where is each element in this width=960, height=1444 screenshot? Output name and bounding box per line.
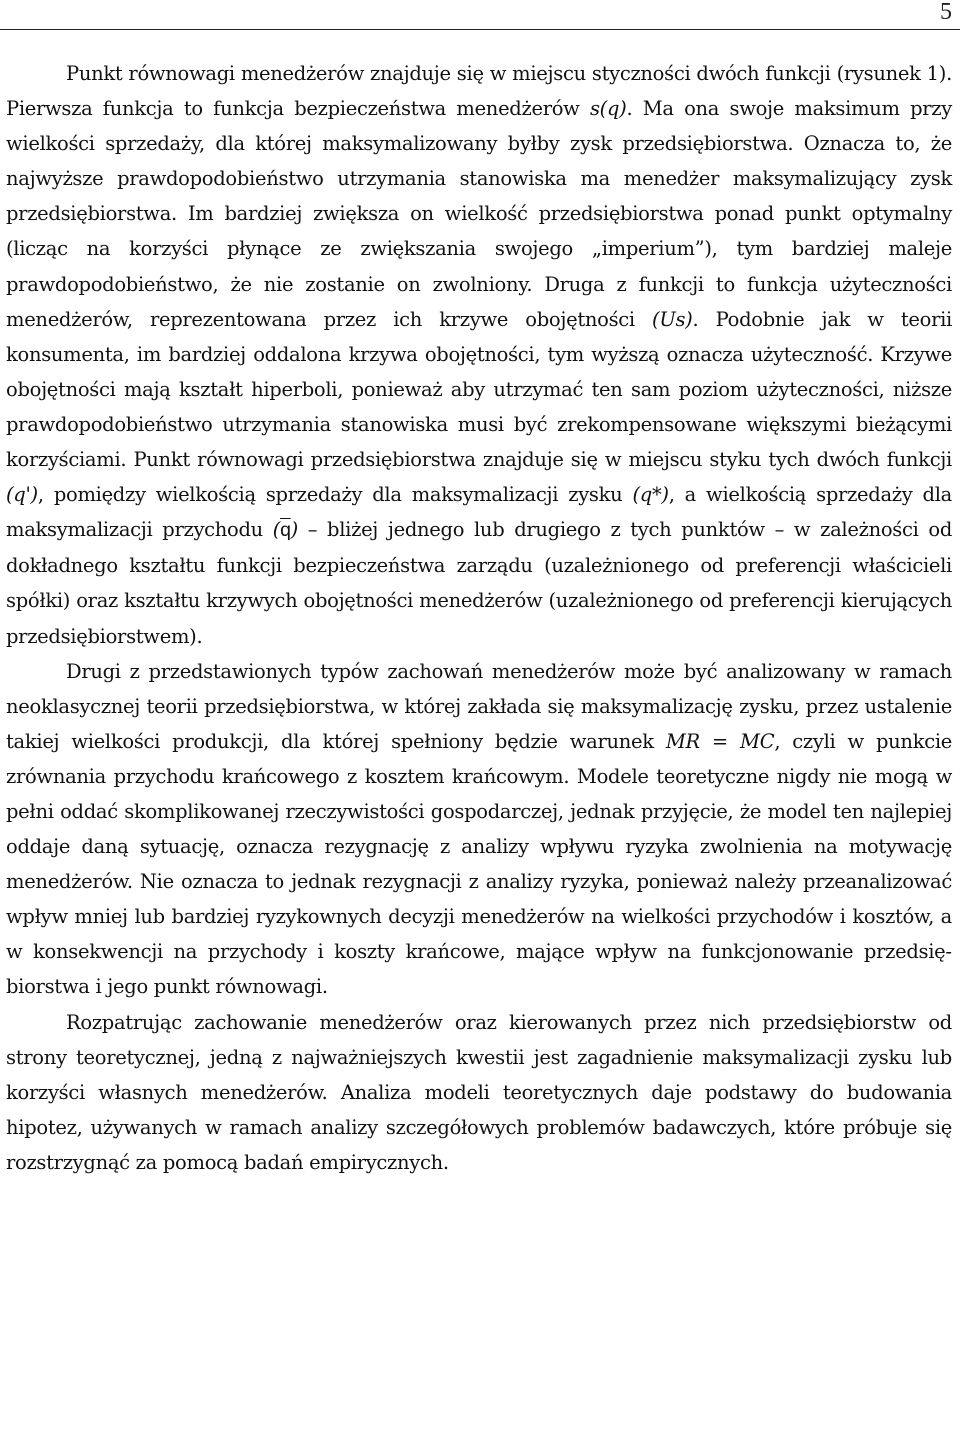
italic-text: MR = MC [665,729,775,753]
q-bar-symbol: $\overline{q}$ [280,519,291,542]
text-run: , pomiędzy wielkością sprzedaży dla maksymalizacji zysku [37,483,633,507]
italic-text: s(q) [589,97,627,121]
text-run: Rozpatrując zachowanie menedżerów oraz kierowanych przez nich przedsiębiorstw od strony teoretycznej, jedną z najważniejszych kwestii jest zagadnienie maksymalizacji zysku lub korzyści własnych menedżerów. Analiza modeli teoretycznych daje podstawy do budowania hipotez, używanych w ramach analizy szczegółowych problemów badawczych, które próbuje się rozstrzygnąć za pomocą badań empirycznych. [6,1010,952,1174]
paragraph-1 [6,56,952,654]
text-run: Drugi z przedstawionych typów zachowań menedżerów może być analizowany w ramach neoklasycznej teorii przedsiębiorstwa, w której zakłada się maksymalizację zysku, przez ustalenie takiej wielkości produkcji, dla której spełniony będzie warunek [6,659,952,753]
header-rule [0,29,960,30]
text-run: , czyli w punkcie zrównania przychodu krańcowego z kosztem krańcowym. Modele teoretyczne nigdy nie mogą w pełni oddać skomplikowanej rzeczywistości gospodarczej, jednak przyjęcie, że model ten najlepiej oddaje daną sytuację, oznacza rezygnację z analizy wpływu ryzyka zwolnienia na motywację menedżerów. Nie oznacza to jednak rezygnacji z analizy ryzyka, ponieważ należy przeanalizować wpływ mniej lub bardziej ryzykownych decyzji menedżerów na wielkości przychodów i kosztów, a w konsekwencji na przychody i koszty krańcowe, mające wpływ na funkcjonowanie przedsiębiorstwa i jego punkt równowagi. [6,729,953,999]
text-run: . Podobnie jak w teorii konsumenta, im bardziej oddalona krzywa obojętności, tym wyższą oznacza użyteczność. Krzywe obojętności mają kształt hiperboli, ponieważ aby utrzymać ten sam poziom użyteczności, niższe prawdopodobieństwo utrzymania stanowiska musi być zrekompensowane większymi bieżącymi korzyściami. Punkt równowagi przedsiębiorstwa znajduje się w miejscu styku tych dwóch funkcji [6,307,952,472]
page-number: 5 [940,0,952,25]
page-header [0,0,960,32]
paragraph-2 [6,654,952,1005]
italic-text: ) [290,518,298,542]
text-run: – bliżej jednego lub drugiego z tych punktów – w zależności od dokładnego kształtu funkcji bezpieczeństwa zarządu (uzależnionego od preferencji właścicieli spółki) oraz kształtu krzywych obojętności menedżerów (uzależnionego od preferencji kierujących przedsiębiorstwem). [6,518,952,648]
italic-text: (Us) [652,307,693,331]
text-run: Punkt równowagi menedżerów znajduje się w miejscu styczności dwóch funkcji (rysunek 1). Pierwsza funkcja to funkcja bezpieczeństwa menedżerów [6,62,952,121]
italic-text: (q') [6,483,38,507]
paragraph-3 [6,1005,952,1180]
body-text [6,56,952,1180]
italic-text: ( [272,518,281,542]
text-run: , a wielkością sprzedaży dla maksymalizacji przychodu [6,483,952,542]
italic-text: (q*) [632,483,669,507]
text-run: . Ma ona swoje maksimum przy wielkości sprzedaży, dla której maksymalizowany byłby zysk przedsiębiorstwa. Oznacza to, że najwyższe prawdopodobieństwo utrzymania stanowiska ma menedżer maksymalizujący zysk przedsiębiorstwa. Im bardziej zwiększa on wielkość przedsiębiorstwa ponad punkt optymalny (licząc na korzyści płynące ze zwiększania swojego „imperium”), tym bardziej maleje prawdopodobieństwo, że nie zostanie on zwolniony. Druga z funkcji to funkcja użyteczności menedżerów, reprezentowana przez ich krzywe obojętności [6,97,952,331]
